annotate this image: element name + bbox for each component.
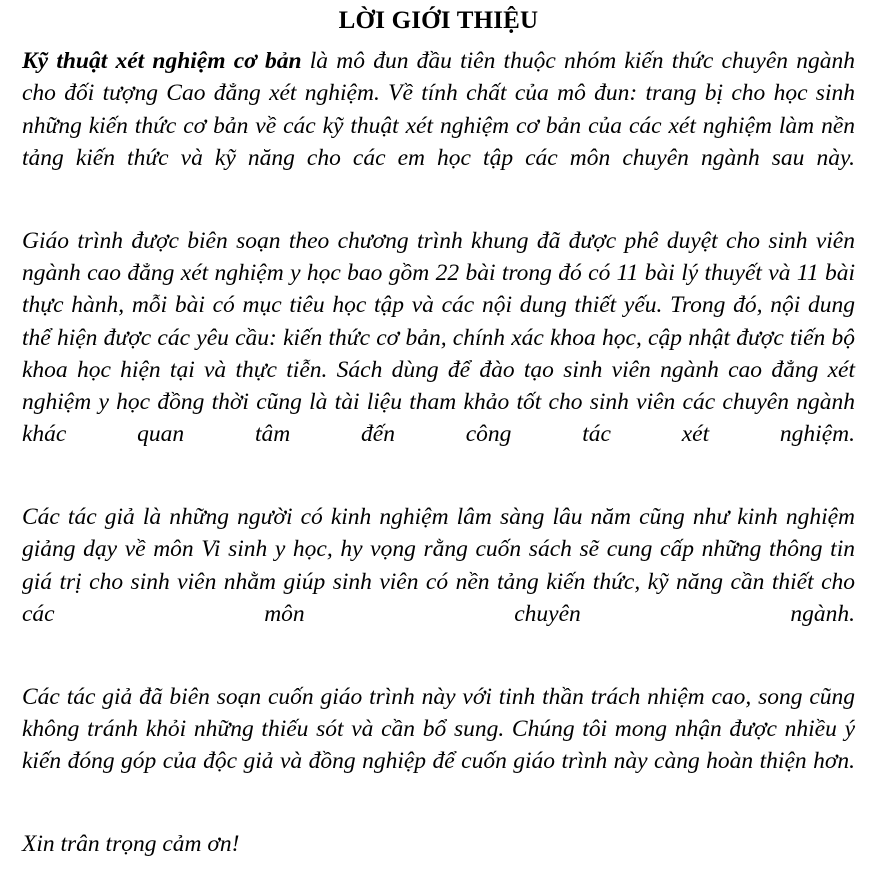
paragraph-1-lead: Kỹ thuật xét nghiệm cơ bản (22, 48, 302, 74)
paragraph-1 (22, 45, 855, 207)
paragraph-1-text: là mô đun đầu tiên thuộc nhóm kiến thức chuyên ngành cho đối tượng Cao đẳng xét nghiệm. Về tính chất của mô đun: trang bị cho học sinh những kiến thức cơ bản về các kỹ thuật xét nghiệm cơ bản của các xét nghiệm làm nền tảng kiến thức và kỹ năng cho các em học tập các môn chuyên ngành sau này. (22, 48, 855, 171)
paragraph-3-text: Các tác giả là những người có kinh nghiệm lâm sàng lâu năm cũng như kinh nghiệm giảng dạy về môn Vi sinh y học, hy vọng rằng cuốn sách sẽ cung cấp những thông tin giá trị cho sinh viên nhằm giúp sinh viên có nền tảng kiến thức, kỹ năng cần thiết cho các môn chuyên ngành. (22, 504, 855, 627)
paragraph-2 (22, 225, 855, 484)
page-title: LỜI GIỚI THIỆU (338, 7, 539, 34)
paragraph-2-text: Giáo trình được biên soạn theo chương trình khung đã được phê duyệt cho sinh viên ngành cao đẳng xét nghiệm y học bao gồm 22 bài trong đó có 11 bài lý thuyết và 11 bài thực hành, mỗi bài có mục tiêu học tập và các nội dung thiết yếu. Trong đó, nội dung thể hiện được các yêu cầu: kiến thức cơ bản, chính xác khoa học, cập nhật được tiến bộ khoa học hiện tại và thực tiễn. Sách dùng để đào tạo sinh viên ngành cao đẳng xét nghiệm y học đồng thời cũng là tài liệu tham khảo tốt cho sinh viên các chuyên ngành khác quan tâm đến công tác xét nghiệm. (22, 227, 855, 448)
closing-line: Xin trân trọng cảm ơn! (22, 830, 240, 857)
paragraph-4 (22, 681, 855, 810)
paragraph-4-text: Các tác giả đã biên soạn cuốn giáo trình này với tinh thần trách nhiệm cao, song cũng không tránh khỏi những thiếu sót và cần bổ sung. Chúng tôi mong nhận được nhiều ý kiến đóng góp của độc giả và đồng nghiệp để cuốn giáo trình này càng hoàn thiện hơn. (22, 683, 855, 775)
paragraph-3 (22, 501, 855, 663)
